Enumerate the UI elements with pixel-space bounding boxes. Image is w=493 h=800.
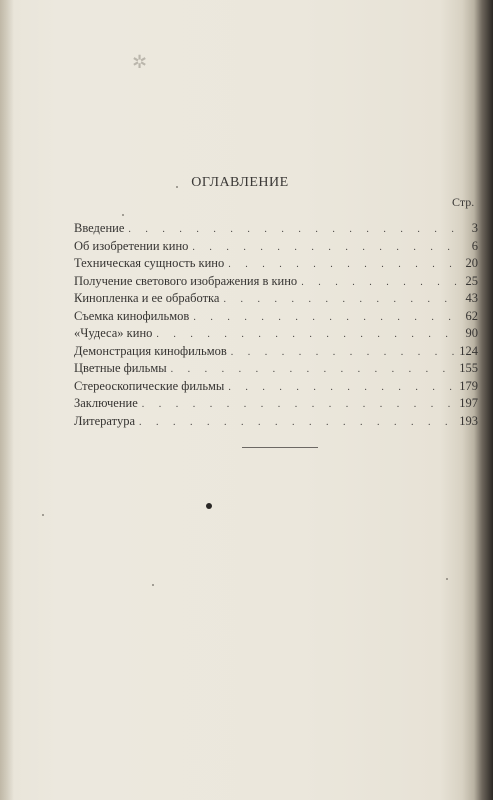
toc-entry-title: Техническая сущность кино <box>74 256 225 270</box>
table-of-contents <box>74 220 478 430</box>
toc-entry-page: 43 <box>465 291 478 305</box>
dot-leader <box>301 274 458 292</box>
toc-entry-page: 62 <box>465 308 478 323</box>
dot-leader <box>156 326 458 344</box>
ink-smudge-mark: ✲ <box>132 52 148 73</box>
toc-entry <box>74 395 478 413</box>
toc-entry-page: 193 <box>459 413 478 428</box>
dot-leader <box>228 379 458 397</box>
gutter-shadow <box>0 0 14 800</box>
dot-leader <box>139 414 458 432</box>
paper-speck <box>152 584 154 586</box>
toc-entry <box>74 273 478 291</box>
paper-speck <box>176 186 178 188</box>
toc-entry-page: 3 <box>471 221 478 235</box>
toc-entry-page: 197 <box>459 396 478 410</box>
section-divider-line <box>242 447 318 448</box>
page-title: ОГЛАВЛЕНИЕ <box>191 175 289 190</box>
toc-entry <box>74 308 478 326</box>
toc-entry <box>74 360 478 378</box>
dot-leader <box>228 256 458 274</box>
toc-entry <box>74 220 478 238</box>
toc-entry-page: 155 <box>459 361 478 375</box>
toc-entry <box>74 255 478 273</box>
toc-entry-page: 6 <box>471 238 478 253</box>
dot-leader <box>192 239 458 257</box>
toc-entry-title: Демонстрация кинофильмов <box>74 343 227 358</box>
toc-entry <box>74 290 478 308</box>
toc-entry-page: 25 <box>465 273 478 288</box>
dot-leader <box>171 361 458 379</box>
dot-leader <box>142 396 458 414</box>
toc-entry-title: Съемка кинофильмов <box>74 308 190 323</box>
toc-entry-title: Литература <box>74 413 135 428</box>
ink-dot-mark <box>206 503 212 509</box>
toc-entry-title: Стереоскопические фильмы <box>74 378 225 393</box>
toc-entry-title: «Чудеса» кино <box>74 326 153 340</box>
toc-entry-title: Кинопленка и ее обработка <box>74 291 220 305</box>
page-column-label: Стр. <box>452 195 475 209</box>
toc-entry <box>74 325 478 343</box>
toc-entry-page: 20 <box>465 256 478 270</box>
toc-entry <box>74 238 478 256</box>
dot-leader <box>223 291 458 309</box>
dot-leader <box>128 221 458 239</box>
toc-entry <box>74 378 478 396</box>
dot-leader <box>193 309 458 327</box>
toc-entry-page: 90 <box>465 326 478 340</box>
toc-entry-page: 179 <box>459 378 478 393</box>
toc-entry-title: Об изобретении кино <box>74 238 189 253</box>
toc-entry-title: Цветные фильмы <box>74 361 167 375</box>
toc-entry-title: Введение <box>74 221 125 235</box>
toc-entry-page: 124 <box>459 343 478 358</box>
toc-entry-title: Заключение <box>74 396 138 410</box>
toc-entry <box>74 343 478 361</box>
paper-speck <box>446 578 448 580</box>
toc-entry-title: Получение светового изображения в кино <box>74 273 298 288</box>
toc-entry <box>74 413 478 431</box>
dot-leader <box>231 344 458 362</box>
paper-speck <box>42 514 44 516</box>
paper-speck <box>122 214 124 216</box>
